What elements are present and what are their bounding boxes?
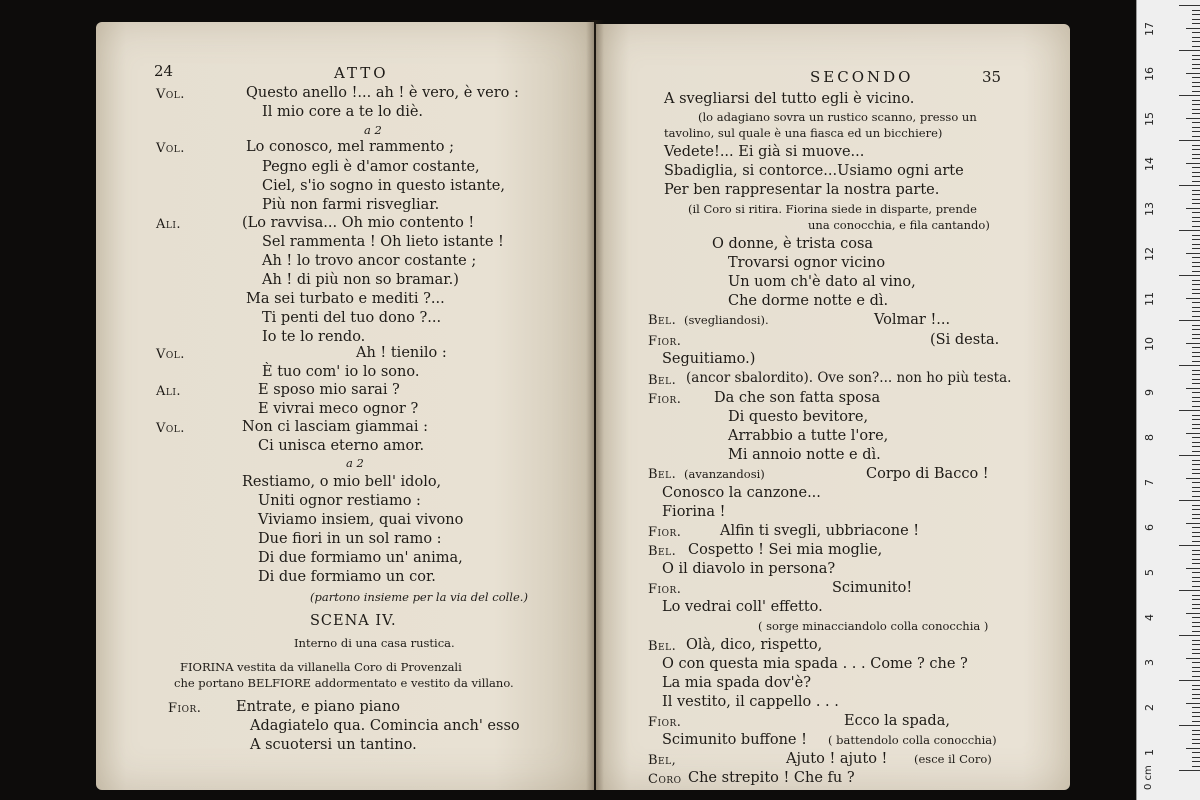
- stage-direction: (avanzandosi): [684, 467, 765, 481]
- ruler-tick: [1186, 208, 1200, 209]
- ruler-tick: [1192, 176, 1200, 177]
- speaker-label: Ali.: [156, 217, 182, 232]
- ruler-number: 2: [1143, 704, 1156, 711]
- ruler-tick: [1192, 482, 1200, 483]
- ruler-tick: [1192, 244, 1200, 245]
- ruler-number: 9: [1143, 389, 1156, 396]
- ruler-tick: [1192, 653, 1200, 654]
- ruler-tick: [1192, 595, 1200, 596]
- ruler-tick: [1192, 32, 1200, 33]
- ruler-tick: [1192, 487, 1200, 488]
- speaker-label: Bel.: [648, 467, 677, 482]
- ruler-tick: [1179, 95, 1200, 96]
- ruler-tick: [1192, 401, 1200, 402]
- ruler-tick: [1192, 145, 1200, 146]
- verse-line: Di due formiamo un cor.: [258, 569, 436, 585]
- ruler-tick: [1192, 518, 1200, 519]
- ruler-tick: [1192, 509, 1200, 510]
- ruler-tick: [1179, 185, 1200, 186]
- stage-direction: una conocchia, e fila cantando): [808, 218, 990, 232]
- ruler-tick: [1192, 550, 1200, 551]
- ruler-tick: [1192, 262, 1200, 263]
- ruler-tick: [1179, 140, 1200, 141]
- ruler-number: 1: [1143, 749, 1156, 756]
- ruler-tick: [1192, 554, 1200, 555]
- verse-line: Ah ! lo trovo ancor costante ;: [262, 253, 477, 269]
- ruler-tick: [1179, 545, 1200, 546]
- speaker-label: Vol.: [156, 421, 185, 436]
- speaker-label: Vol.: [156, 347, 185, 362]
- speaker-label: Fior.: [168, 701, 202, 716]
- scene-direction: che portano BELFIORE addormentato e vestito da villano.: [174, 676, 514, 690]
- ruler-tick: [1192, 136, 1200, 137]
- ruler-tick: [1192, 631, 1200, 632]
- ruler-tick: [1192, 226, 1200, 227]
- ruler-tick: [1192, 586, 1200, 587]
- ruler-tick: [1186, 298, 1200, 299]
- ruler-tick: [1192, 406, 1200, 407]
- ruler-tick: [1192, 284, 1200, 285]
- ruler-tick: [1192, 280, 1200, 281]
- ruler-tick: [1192, 424, 1200, 425]
- verse-line: (Lo ravvisa... Oh mio contento !: [242, 215, 475, 231]
- ruler-tick: [1192, 325, 1200, 326]
- ruler-tick: [1192, 599, 1200, 600]
- ruler-number: 12: [1143, 247, 1156, 261]
- ruler-tick: [1186, 478, 1200, 479]
- ruler-tick: [1192, 181, 1200, 182]
- ruler-tick: [1192, 190, 1200, 191]
- ruler-tick: [1186, 748, 1200, 749]
- ruler-tick: [1192, 437, 1200, 438]
- verse-line: Che dorme notte e dì.: [728, 293, 889, 309]
- ruler-tick: [1192, 19, 1200, 20]
- ruler-tick: [1192, 397, 1200, 398]
- verse-line: Per ben rappresentar la nostra parte.: [664, 182, 940, 198]
- stage-direction: (partono insieme per la via del colle.): [310, 590, 528, 604]
- ruler-tick: [1179, 5, 1200, 6]
- ruler-tick: [1186, 163, 1200, 164]
- ruler-tick: [1192, 167, 1200, 168]
- ruler-tick: [1192, 37, 1200, 38]
- ruler-tick: [1192, 154, 1200, 155]
- ruler-tick: [1192, 77, 1200, 78]
- running-head: ATTO: [334, 64, 389, 82]
- verse-line: Io te lo rendo.: [262, 329, 366, 345]
- ruler-tick: [1186, 613, 1200, 614]
- ruler-number: 11: [1143, 292, 1156, 306]
- ruler-tick: [1192, 581, 1200, 582]
- verse-line: Cospetto ! Sei mia moglie,: [688, 542, 883, 558]
- verse-line: E sposo mio sarai ?: [258, 382, 400, 398]
- verse-line: Un uom ch'è dato al vino,: [728, 274, 916, 290]
- ruler-tick: [1192, 491, 1200, 492]
- ruler-tick: [1192, 109, 1200, 110]
- ruler-tick: [1192, 739, 1200, 740]
- speaker-label: Fior.: [648, 334, 682, 349]
- verse-line: Restiamo, o mio bell' idolo,: [242, 474, 442, 490]
- measuring-ruler: [1136, 0, 1200, 800]
- verse-line: Non ci lasciam giammai :: [242, 419, 429, 435]
- verse-line: Olà, dico, rispetto,: [686, 637, 823, 653]
- speaker-label: Fior.: [648, 582, 682, 597]
- ruler-tick: [1192, 527, 1200, 528]
- ruler-tick: [1192, 766, 1200, 767]
- ruler-tick: [1192, 302, 1200, 303]
- ruler-tick: [1179, 230, 1200, 231]
- ruler-tick: [1192, 127, 1200, 128]
- ruler-tick: [1192, 685, 1200, 686]
- ruler-tick: [1192, 730, 1200, 731]
- verse-line: (Si desta.: [930, 332, 1000, 348]
- ruler-tick: [1192, 257, 1200, 258]
- speaker-label: Bel.: [648, 313, 677, 328]
- ruler-tick: [1179, 500, 1200, 501]
- ruler-tick: [1179, 365, 1200, 366]
- ruler-tick: [1192, 172, 1200, 173]
- speaker-label: Bel.: [648, 544, 677, 559]
- ruler-tick: [1192, 82, 1200, 83]
- ruler-tick: [1186, 568, 1200, 569]
- verse-line: Pegno egli è d'amor costante,: [262, 159, 480, 175]
- ruler-tick: [1192, 271, 1200, 272]
- ruler-tick: [1192, 248, 1200, 249]
- verse-line: a 2: [364, 123, 382, 137]
- verse-line: a 2: [346, 456, 364, 470]
- verse-line: Di questo bevitore,: [728, 409, 869, 425]
- ruler-tick: [1192, 379, 1200, 380]
- ruler-tick: [1192, 293, 1200, 294]
- ruler-tick: [1192, 734, 1200, 735]
- ruler-tick: [1192, 644, 1200, 645]
- ruler-tick: [1192, 671, 1200, 672]
- ruler-tick: [1179, 455, 1200, 456]
- ruler-tick: [1192, 104, 1200, 105]
- ruler-tick: [1192, 473, 1200, 474]
- ruler-tick: [1192, 199, 1200, 200]
- ruler-tick: [1192, 338, 1200, 339]
- verse-line: La mia spada dov'è?: [662, 675, 811, 691]
- ruler-tick: [1192, 91, 1200, 92]
- ruler-tick: [1192, 307, 1200, 308]
- running-head: SECONDO: [810, 68, 914, 86]
- ruler-tick: [1192, 761, 1200, 762]
- stage-direction: (esce il Coro): [914, 752, 992, 766]
- ruler-tick: [1192, 757, 1200, 758]
- ruler-tick: [1192, 217, 1200, 218]
- ruler-tick: [1192, 536, 1200, 537]
- ruler-tick: [1186, 433, 1200, 434]
- book-gutter: [586, 20, 604, 790]
- ruler-tick: [1192, 662, 1200, 663]
- verse-line: Ajuto ! ajuto !: [786, 751, 888, 767]
- ruler-unit: 0 cm: [1143, 765, 1154, 790]
- ruler-tick: [1192, 113, 1200, 114]
- ruler-tick: [1192, 694, 1200, 695]
- ruler-tick: [1192, 131, 1200, 132]
- ruler-tick: [1192, 428, 1200, 429]
- verse-line: Scimunito!: [832, 580, 913, 596]
- ruler-tick: [1192, 608, 1200, 609]
- ruler-tick: [1192, 419, 1200, 420]
- ruler-tick: [1192, 221, 1200, 222]
- ruler-tick: [1192, 676, 1200, 677]
- ruler-tick: [1192, 464, 1200, 465]
- ruler-tick: [1192, 392, 1200, 393]
- ruler-tick: [1192, 689, 1200, 690]
- open-book: [96, 14, 1136, 790]
- ruler-number: 13: [1143, 202, 1156, 216]
- verse-line: Due fiori in un sol ramo :: [258, 531, 442, 547]
- speaker-label: Bel,: [648, 753, 677, 768]
- speaker-label: Bel.: [648, 639, 677, 654]
- verse-line: Ah ! tienilo :: [356, 345, 447, 361]
- ruler-number: 15: [1143, 112, 1156, 126]
- ruler-tick: [1192, 55, 1200, 56]
- ruler-tick: [1192, 59, 1200, 60]
- verse-line: Viviamo insiem, quai vivono: [258, 512, 464, 528]
- ruler-tick: [1192, 122, 1200, 123]
- ruler-tick: [1192, 460, 1200, 461]
- verse-line: Lo conosco, mel rammento ;: [246, 139, 455, 155]
- verse-line: Ma sei turbato e mediti ?...: [246, 291, 445, 307]
- verse-line: Trovarsi ognor vicino: [728, 255, 886, 271]
- verse-line: Scimunito buffone !: [662, 732, 807, 748]
- speaker-label: Vol.: [156, 87, 185, 102]
- ruler-tick: [1186, 703, 1200, 704]
- ruler-tick: [1192, 415, 1200, 416]
- ruler-tick: [1179, 635, 1200, 636]
- ruler-tick: [1186, 118, 1200, 119]
- stage-direction: (svegliandosi).: [684, 313, 769, 327]
- ruler-tick: [1179, 680, 1200, 681]
- ruler-tick: [1192, 46, 1200, 47]
- speaker-label: Fior.: [648, 525, 682, 540]
- ruler-number: 14: [1143, 157, 1156, 171]
- ruler-number: 6: [1143, 524, 1156, 531]
- ruler-tick: [1192, 289, 1200, 290]
- ruler-tick: [1192, 604, 1200, 605]
- ruler-tick: [1192, 374, 1200, 375]
- left-page: [96, 22, 594, 790]
- ruler-tick: [1192, 266, 1200, 267]
- ruler-tick: [1179, 50, 1200, 51]
- ruler-tick: [1179, 725, 1200, 726]
- ruler-tick: [1192, 86, 1200, 87]
- ruler-tick: [1192, 743, 1200, 744]
- ruler-tick: [1192, 239, 1200, 240]
- verse-line: Ti penti del tuo dono ?...: [262, 310, 442, 326]
- ruler-tick: [1186, 28, 1200, 29]
- ruler-tick: [1192, 496, 1200, 497]
- ruler-tick: [1192, 68, 1200, 69]
- ruler-number: 3: [1143, 659, 1156, 666]
- ruler-tick: [1192, 640, 1200, 641]
- verse-line: Sel rammenta ! Oh lieto istante !: [262, 234, 504, 250]
- ruler-tick: [1192, 334, 1200, 335]
- verse-line: Uniti ognor restiamo :: [258, 493, 421, 509]
- ruler-number: 5: [1143, 569, 1156, 576]
- verse-line: O donne, è trista cosa: [712, 236, 874, 252]
- verse-line: Volmar !...: [874, 312, 951, 328]
- ruler-tick: [1179, 770, 1200, 771]
- verse-line: Più non farmi risvegliar.: [262, 197, 440, 213]
- ruler-tick: [1192, 329, 1200, 330]
- stage-direction: (il Coro si ritira. Fiorina siede in disparte, prende: [688, 202, 977, 216]
- ruler-tick: [1192, 541, 1200, 542]
- verse-line: Corpo di Bacco !: [866, 466, 989, 482]
- ruler-tick: [1192, 64, 1200, 65]
- ruler-tick: [1192, 212, 1200, 213]
- ruler-tick: [1186, 388, 1200, 389]
- ruler-tick: [1192, 311, 1200, 312]
- ruler-tick: [1192, 23, 1200, 24]
- ruler-tick: [1186, 343, 1200, 344]
- scene-direction: FIORINA vestita da villanella Coro di Provenzali: [180, 660, 462, 674]
- ruler-tick: [1179, 410, 1200, 411]
- ruler-tick: [1192, 203, 1200, 204]
- speaker-label: Bel.: [648, 373, 677, 388]
- ruler-tick: [1192, 572, 1200, 573]
- ruler-number: 4: [1143, 614, 1156, 621]
- ruler-tick: [1192, 721, 1200, 722]
- ruler-number: 8: [1143, 434, 1156, 441]
- verse-line: Vedete!... Ei già si muove...: [664, 144, 865, 160]
- ruler-tick: [1186, 73, 1200, 74]
- ruler-tick: [1192, 716, 1200, 717]
- verse-line: Conosco la canzone...: [662, 485, 821, 501]
- ruler-tick: [1186, 658, 1200, 659]
- ruler-tick: [1192, 712, 1200, 713]
- verse-line: Adagiatelo qua. Comincia anch' esso: [250, 718, 520, 734]
- ruler-tick: [1192, 752, 1200, 753]
- ruler-number: 10: [1143, 337, 1156, 351]
- verse-line: È tuo com' io lo sono.: [262, 364, 420, 380]
- ruler-tick: [1192, 356, 1200, 357]
- page-number: 35: [982, 68, 1002, 86]
- verse-line: Arrabbio a tutte l'ore,: [728, 428, 889, 444]
- ruler-tick: [1192, 698, 1200, 699]
- verse-line: Mi annoio notte e dì.: [728, 447, 881, 463]
- ruler-tick: [1192, 361, 1200, 362]
- ruler-tick: [1192, 707, 1200, 708]
- speaker-label: Vol.: [156, 141, 185, 156]
- ruler-tick: [1192, 469, 1200, 470]
- speaker-label: Coro: [648, 772, 682, 787]
- ruler-tick: [1192, 370, 1200, 371]
- verse-line: Alfin ti svegli, ubbriacone !: [720, 523, 920, 539]
- ruler-tick: [1192, 352, 1200, 353]
- verse-line: Lo vedrai coll' effetto.: [662, 599, 823, 615]
- verse-line: Entrate, e piano piano: [236, 699, 401, 715]
- verse-line: E vivrai meco ognor ?: [258, 401, 419, 417]
- ruler-tick: [1192, 235, 1200, 236]
- ruler-tick: [1192, 667, 1200, 668]
- scene-heading: SCENA IV.: [310, 613, 397, 629]
- ruler-tick: [1192, 451, 1200, 452]
- scene-setting: Interno di una casa rustica.: [294, 636, 455, 650]
- ruler-tick: [1192, 158, 1200, 159]
- ruler-tick: [1192, 622, 1200, 623]
- ruler-tick: [1192, 41, 1200, 42]
- ruler-tick: [1192, 617, 1200, 618]
- ruler-tick: [1192, 100, 1200, 101]
- ruler-number: 16: [1143, 67, 1156, 81]
- verse-line: A scuotersi un tantino.: [250, 737, 417, 753]
- stage-direction: (lo adagiano sovra un rustico scanno, presso un: [698, 110, 977, 124]
- ruler-tick: [1192, 577, 1200, 578]
- verse-line: Fiorina !: [662, 504, 726, 520]
- ruler-tick: [1192, 563, 1200, 564]
- ruler-tick: [1192, 383, 1200, 384]
- ruler-tick: [1179, 320, 1200, 321]
- ruler-tick: [1192, 649, 1200, 650]
- verse-line: Ah ! di più non so bramar.): [262, 272, 459, 288]
- verse-line: Che strepito ! Che fu ?: [688, 770, 855, 786]
- ruler-tick: [1192, 149, 1200, 150]
- speaker-label: Fior.: [648, 392, 682, 407]
- verse-line: Seguitiamo.): [662, 351, 756, 367]
- ruler-tick: [1192, 505, 1200, 506]
- ruler-tick: [1192, 194, 1200, 195]
- verse-line: Ci unisca eterno amor.: [258, 438, 425, 454]
- ruler-tick: [1192, 559, 1200, 560]
- verse-line: A svegliarsi del tutto egli è vicino.: [664, 91, 915, 107]
- speaker-label: Fior.: [648, 715, 682, 730]
- ruler-tick: [1192, 442, 1200, 443]
- stage-direction: tavolino, sul quale è una fiasca ed un bicchiere): [664, 126, 943, 140]
- ruler-tick: [1192, 10, 1200, 11]
- verse-line: Questo anello !... ah ! è vero, è vero :: [246, 85, 519, 101]
- stage-direction: ( sorge minacciandolo colla conocchia ): [758, 619, 989, 633]
- ruler-tick: [1186, 523, 1200, 524]
- ruler-tick: [1192, 316, 1200, 317]
- verse-line: (ancor sbalordito). Ove son?... non ho più testa.: [686, 370, 1012, 386]
- ruler-tick: [1192, 626, 1200, 627]
- verse-line: Sbadiglia, si contorce...Usiamo ogni arte: [664, 163, 964, 179]
- ruler-number: 7: [1143, 479, 1156, 486]
- verse-line: Il mio core a te lo diè.: [262, 104, 424, 120]
- ruler-tick: [1192, 514, 1200, 515]
- ruler-tick: [1192, 532, 1200, 533]
- ruler-tick: [1192, 14, 1200, 15]
- verse-line: O il diavolo in persona?: [662, 561, 836, 577]
- ruler-tick: [1179, 590, 1200, 591]
- verse-line: Di due formiamo un' anima,: [258, 550, 463, 566]
- verse-line: Ecco la spada,: [844, 713, 950, 729]
- ruler-tick: [1179, 275, 1200, 276]
- ruler-tick: [1192, 347, 1200, 348]
- page-number: 24: [154, 62, 174, 80]
- speaker-label: Ali.: [156, 384, 182, 399]
- verse-line: Il vestito, il cappello . . .: [662, 694, 839, 710]
- ruler-tick: [1186, 253, 1200, 254]
- right-page: [596, 24, 1070, 790]
- verse-line: Ciel, s'io sogno in questo istante,: [262, 178, 506, 194]
- stage-direction: ( battendolo colla conocchia): [828, 733, 997, 747]
- verse-line: Da che son fatta sposa: [714, 390, 881, 406]
- ruler-tick: [1192, 446, 1200, 447]
- verse-line: O con questa mia spada . . . Come ? che ?: [662, 656, 968, 672]
- ruler-number: 17: [1143, 22, 1156, 36]
